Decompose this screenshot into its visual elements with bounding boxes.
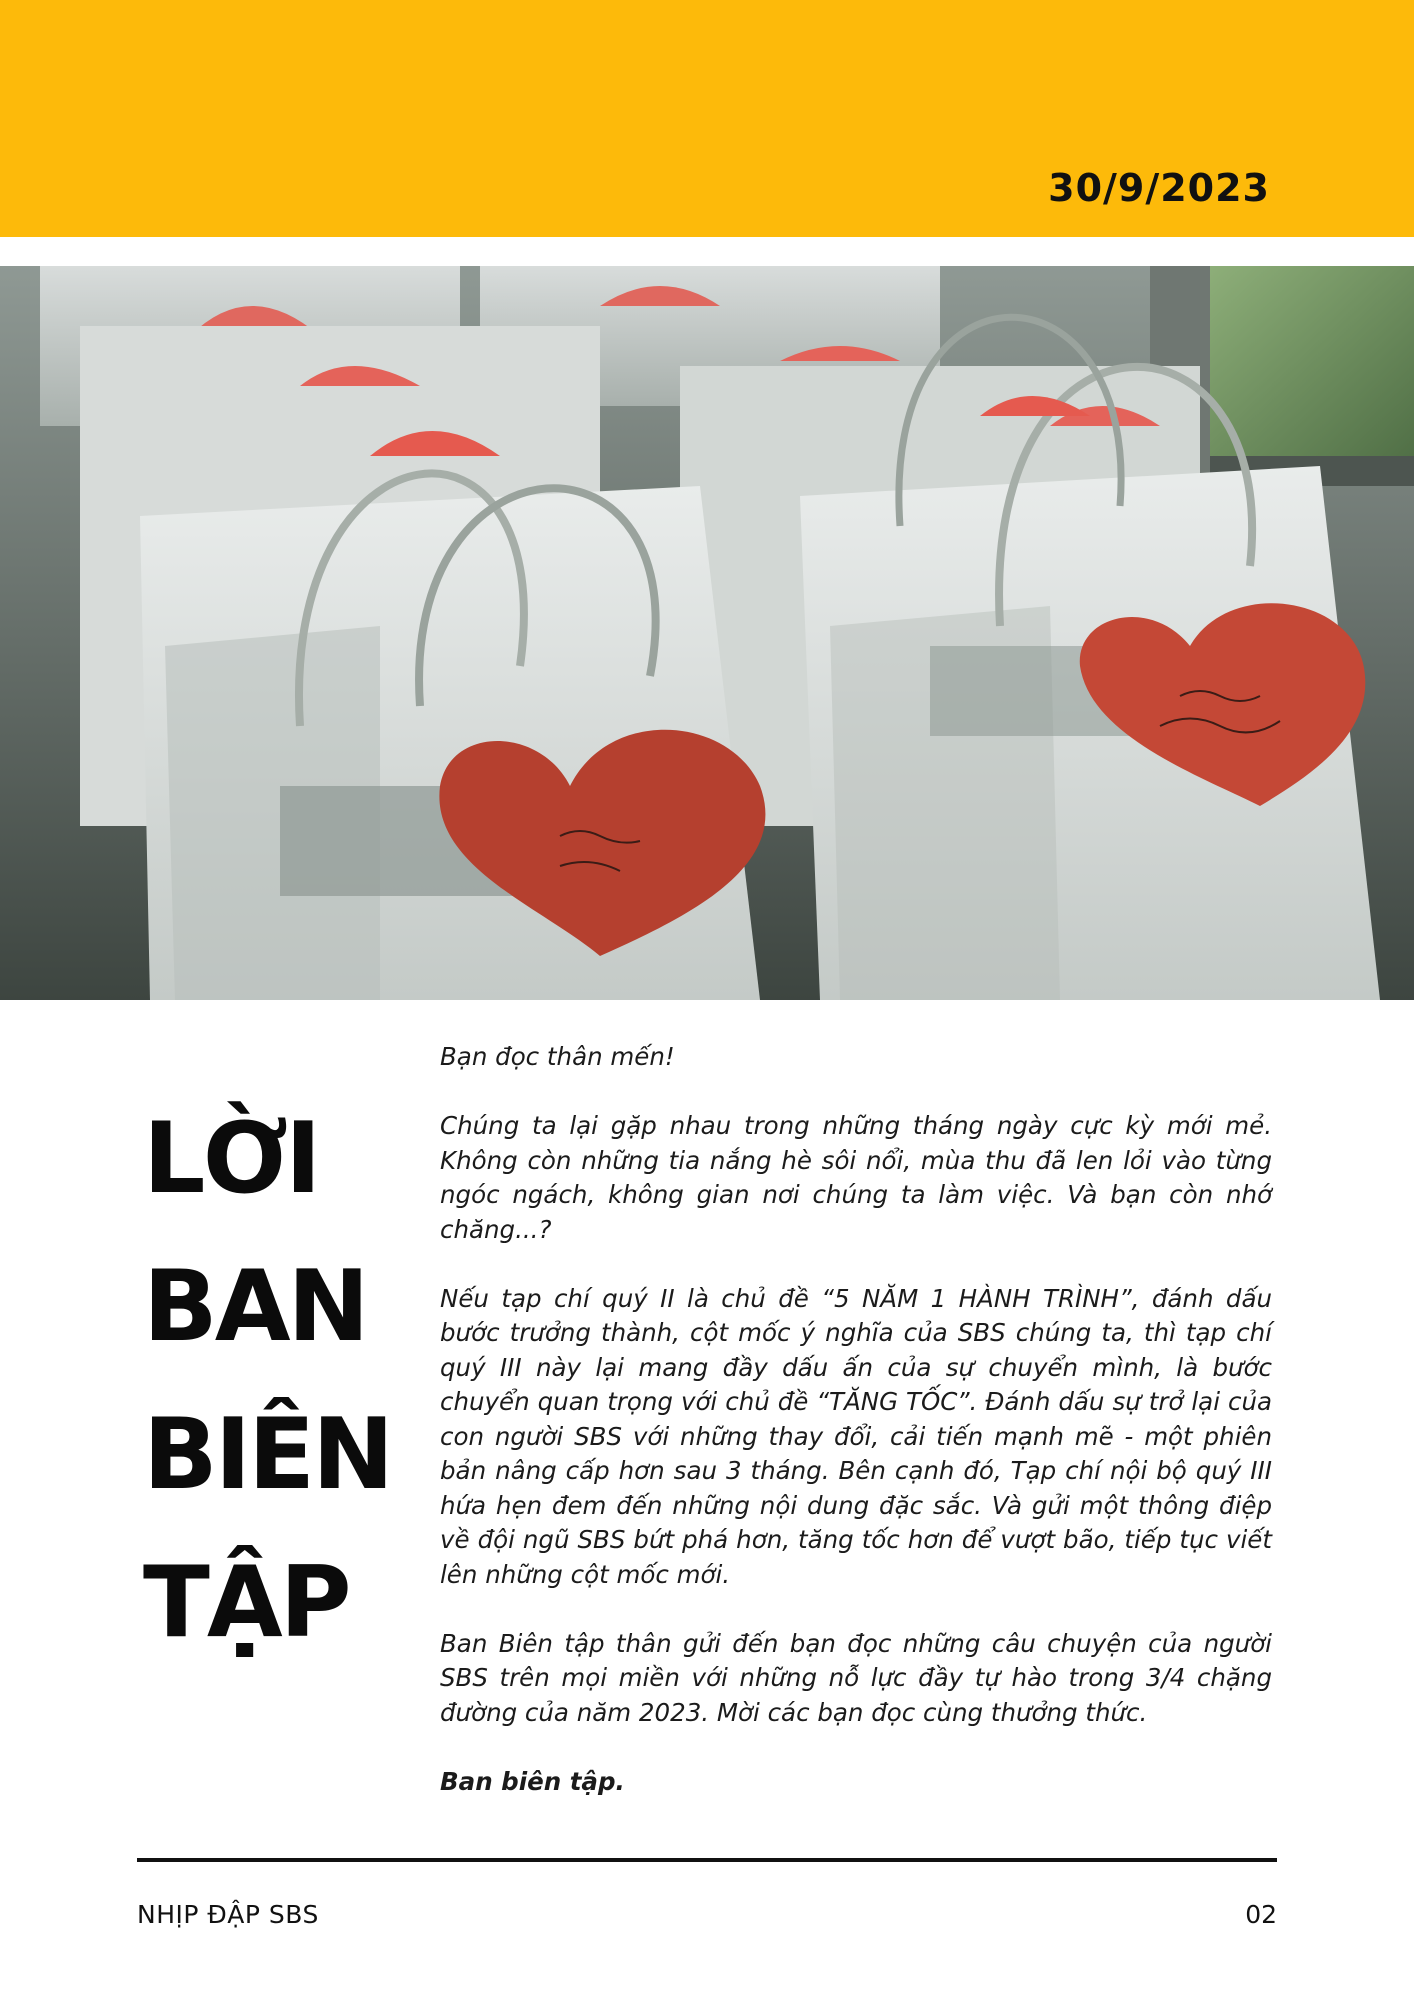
editorial-letter [440, 1040, 1272, 1799]
header-band [0, 0, 1414, 237]
headline-line: LỜI [143, 1102, 319, 1216]
cover-photo [0, 266, 1414, 1000]
letter-signature: Ban biên tập. [440, 1766, 625, 1796]
gift-bags-photo [0, 266, 1414, 1000]
headline-line: BAN [143, 1250, 367, 1364]
letter-paragraph: Ban Biên tập thân gửi đến bạn đọc những câu chuyện của người SBS trên mọi miền với những nỗ lực đầy tự hào trong 3/4 chặng đường của năm 2023. Mời các bạn đọc cùng thưởng thức. [440, 1628, 1272, 1727]
issue-date: 30/9/2023 [1048, 166, 1270, 210]
letter-greeting: Bạn đọc thân mến! [440, 1042, 675, 1071]
letter-paragraph: Nếu tạp chí quý II là chủ đề “5 NĂM 1 HÀNH TRÌNH”, đánh dấu bước trưởng thành, cột mốc ý nghĩa của SBS chúng ta, thì tạp chí quý III này lại mang đầy dấu ấn của sự chuyển mình, là bước chuyển quan trọng với chủ đề “TĂNG TỐC”. Đánh dấu sự trở lại của con người SBS với những thay đổi, cải tiến mạnh mẽ - một phiên bản nâng cấp hơn sau 3 tháng. Bên cạnh đó, Tạp chí nội bộ quý III hứa hẹn đem đến những nội dung đặc sắc. Và gửi một thông điệp về đội ngũ SBS bứt phá hơn, tăng tốc hơn để vượt bão, tiếp tục viết lên những cột mốc mới. [440, 1283, 1272, 1589]
page-number: 02 [1245, 1900, 1277, 1929]
letter-paragraph: Chúng ta lại gặp nhau trong những tháng ngày cực kỳ mới mẻ. Không còn những tia nắng hè sôi nổi, mùa thu đã len lỏi vào từng ngóc ngách, không gian nơi chúng ta làm việc. Và bạn còn nhớ chăng...? [440, 1111, 1272, 1244]
headline-line: BIÊN [143, 1398, 392, 1512]
publication-name: NHỊP ĐẬP SBS [137, 1900, 319, 1929]
headline-line: TẬP [143, 1546, 349, 1660]
footer-divider [137, 1858, 1277, 1862]
editorial-headline [143, 1085, 433, 1677]
